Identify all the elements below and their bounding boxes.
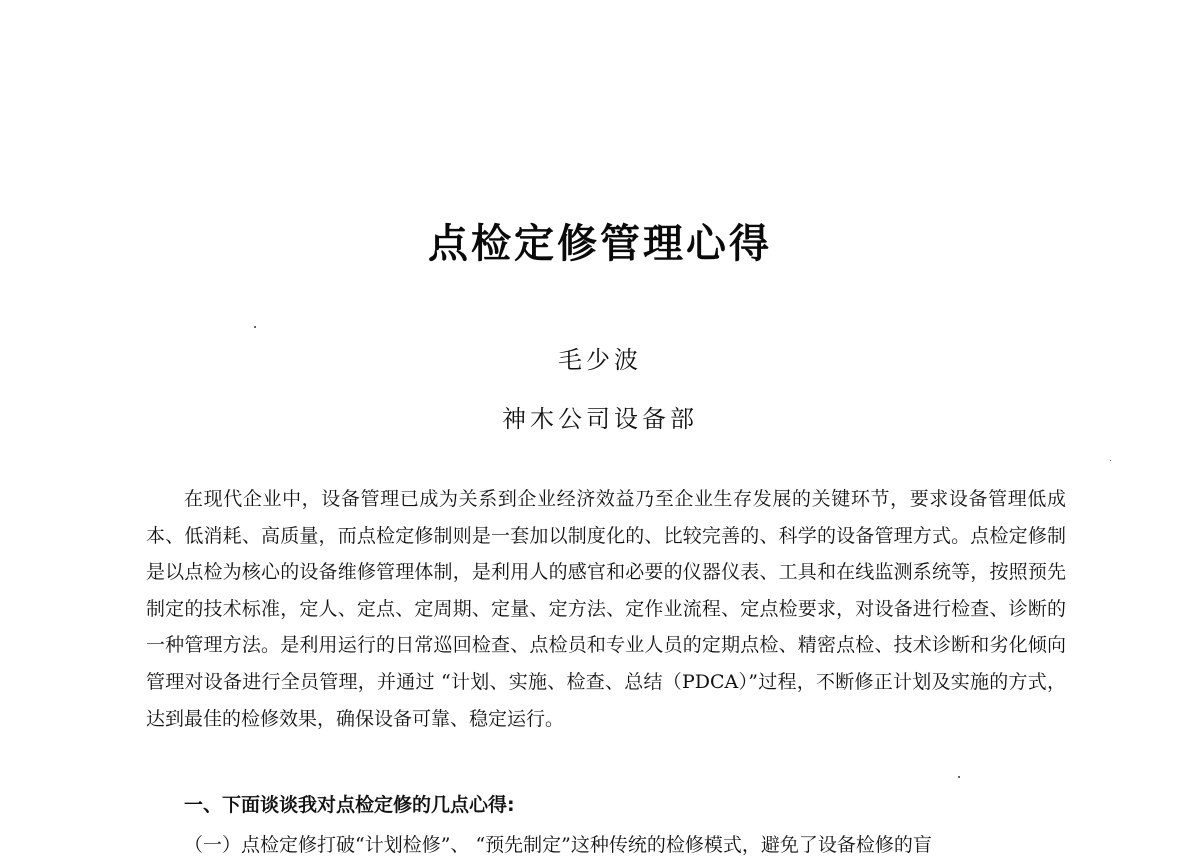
author-name: 毛少波 bbox=[558, 346, 642, 374]
intro-paragraph: 在现代企业中，设备管理已成为关系到企业经济效益乃至企业生存发展的关键环节，要求设备管理低成本、低消耗、高质量，而点检定修制则是一套加以制度化的、比较完善的、科学的设备管理方式。点检定修制是以点检为核心的设备维修管理体制，是利用人的感官和必要的仪器仪表、工具和在线监测系统等，按照预先制定的技术标准，定人、定点、定周期、定量、定方法、定作业流程、定点检要求，对设备进行检查、诊断的一种管理方法。是利用运行的日常巡回检查、点检员和专业人员的定期点检、精密点检、技术诊断和劣化倾向管理对设备进行全员管理，并通过 “计划、实施、检查、总结（PDCA）”过程，不断修正计划及实施的方式，达到最佳的检修效果，确保设备可靠、稳定运行。 bbox=[146, 488, 1066, 730]
section-heading: 一、下面谈谈我对点检定修的几点心得: bbox=[184, 794, 515, 816]
document-title: 点检定修管理心得 bbox=[428, 221, 772, 267]
scan-speck bbox=[254, 326, 256, 328]
document-body bbox=[146, 481, 1066, 737]
scan-speck bbox=[1110, 460, 1111, 461]
subsection-line: （一）点检定修打破“计划检修”、 “预先制定”这种传统的检修模式，避免了设备检修的盲 bbox=[184, 834, 932, 856]
author-affiliation: 神木公司设备部 bbox=[502, 405, 698, 433]
scan-speck bbox=[958, 776, 960, 778]
